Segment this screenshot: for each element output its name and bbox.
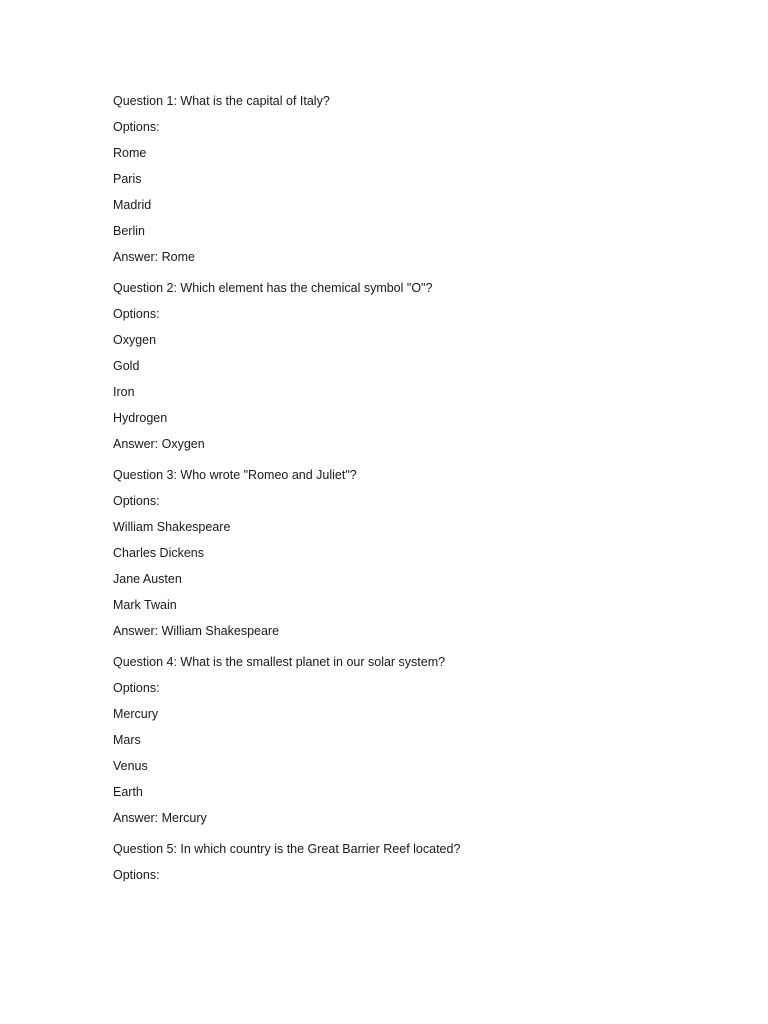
answer-text: Answer: Mercury bbox=[113, 811, 207, 825]
question-text: Question 1: What is the capital of Italy? bbox=[113, 94, 330, 108]
option-item: Jane Austen bbox=[113, 572, 182, 586]
question-block-5 bbox=[113, 840, 673, 884]
option-item: Berlin bbox=[113, 224, 145, 238]
question-block-1 bbox=[113, 92, 673, 266]
question-block-4 bbox=[113, 653, 673, 827]
document-page bbox=[113, 92, 673, 897]
question-block-3 bbox=[113, 466, 673, 640]
answer-text: Answer: Rome bbox=[113, 250, 195, 264]
option-item: Charles Dickens bbox=[113, 546, 205, 560]
answer-text: Answer: Oxygen bbox=[113, 437, 205, 451]
question-text: Question 3: Who wrote "Romeo and Juliet"? bbox=[113, 468, 357, 482]
option-item: Venus bbox=[113, 759, 148, 773]
option-item: Hydrogen bbox=[113, 411, 168, 425]
question-text: Question 4: What is the smallest planet in our solar system? bbox=[113, 655, 446, 669]
option-item: Paris bbox=[113, 172, 142, 186]
option-item: Mars bbox=[113, 733, 141, 747]
option-item: Iron bbox=[113, 385, 135, 399]
question-text: Question 2: Which element has the chemical symbol "O"? bbox=[113, 281, 433, 295]
option-item: Mark Twain bbox=[113, 598, 177, 612]
option-item: Rome bbox=[113, 146, 147, 160]
options-label: Options: bbox=[113, 681, 160, 695]
question-text: Question 5: In which country is the Great Barrier Reef located? bbox=[113, 842, 461, 856]
option-item: Oxygen bbox=[113, 333, 157, 347]
options-label: Options: bbox=[113, 120, 160, 134]
option-item: Madrid bbox=[113, 198, 152, 212]
option-item: Mercury bbox=[113, 707, 159, 721]
answer-text: Answer: William Shakespeare bbox=[113, 624, 280, 638]
options-label: Options: bbox=[113, 868, 160, 882]
option-item: William Shakespeare bbox=[113, 520, 231, 534]
options-label: Options: bbox=[113, 307, 160, 321]
option-item: Gold bbox=[113, 359, 140, 373]
options-label: Options: bbox=[113, 494, 160, 508]
option-item: Earth bbox=[113, 785, 143, 799]
question-block-2 bbox=[113, 279, 673, 453]
